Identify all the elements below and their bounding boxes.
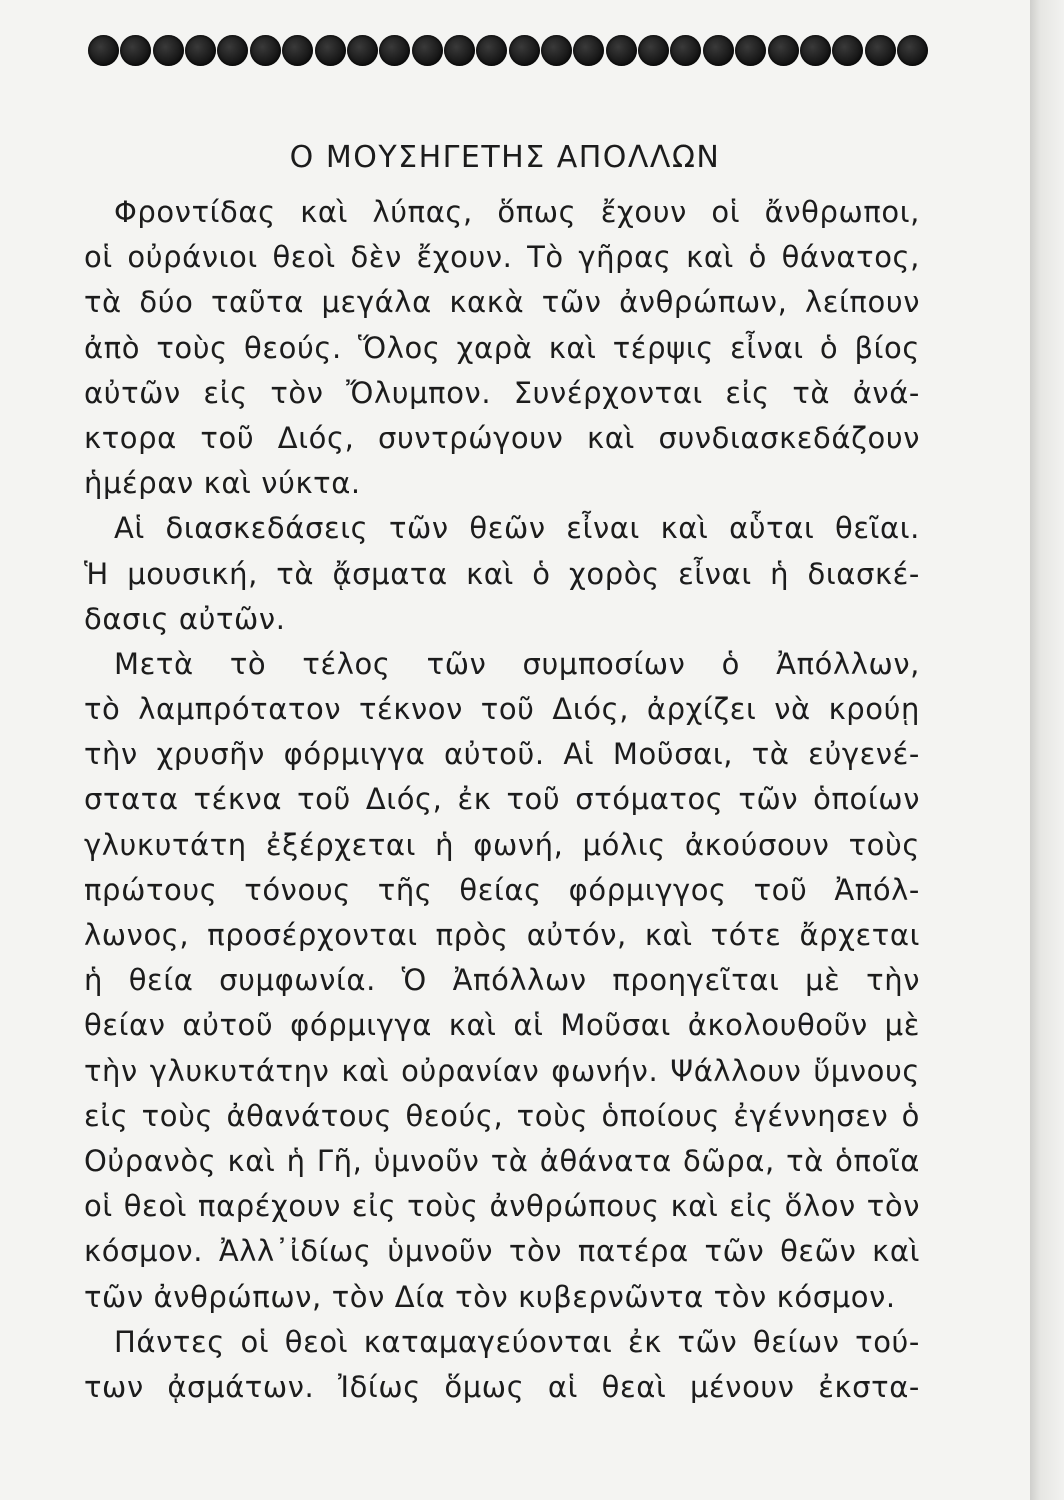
circle-dot-icon xyxy=(735,35,766,66)
ornament-dot-border xyxy=(88,30,928,70)
text-line: λωνος, προσέρχονται πρὸς αὐτόν, καὶ τότε ἄρχεται xyxy=(84,918,920,952)
circle-dot-icon xyxy=(703,35,734,66)
circle-dot-icon xyxy=(865,35,896,66)
text-line: οἱ θεοὶ παρέχουν εἰς τοὺς ἀνθρώπους καὶ εἰς ὅλον τὸν xyxy=(84,1189,920,1224)
circle-dot-icon xyxy=(120,35,151,66)
circle-dot-icon xyxy=(379,35,410,66)
circle-dot-icon xyxy=(412,35,443,66)
text-line: ἀπὸ τοὺς θεούς. Ὅλος χαρὰ καὶ τέρψις εἶναι ὁ βίος xyxy=(84,330,920,365)
text-line: τὴν γλυκυτάτην καὶ οὐρανίαν φωνήν. Ψάλλουν ὕμνους xyxy=(84,1053,920,1088)
text-line: τῶν ἀνθρώπων, τὸν Δία τὸν κυβερνῶντα τὸν κόσμον. xyxy=(84,1279,896,1314)
text-line: τὸ λαμπρότατον τέκνον τοῦ Διός, ἀρχίζει νὰ κρούῃ xyxy=(84,692,920,727)
circle-dot-icon xyxy=(897,35,928,66)
circle-dot-icon xyxy=(800,35,831,66)
text-line: Ἡ μουσική, τὰ ᾄσματα καὶ ὁ χορὸς εἶναι ἡ διασκέ- xyxy=(84,556,920,591)
paragraph xyxy=(84,1320,920,1410)
text-line: στατα τέκνα τοῦ Διός, ἐκ τοῦ στόματος τῶν ὁποίων xyxy=(84,782,920,817)
circle-dot-icon xyxy=(768,35,799,66)
text-line: οἱ οὐράνιοι θεοὶ δὲν ἔχουν. Τὸ γῆρας καὶ ὁ θάνατος, xyxy=(84,240,920,275)
circle-dot-icon xyxy=(509,35,540,66)
text-line: ἡ θεία συμφωνία. Ὁ Ἀπόλλων προηγεῖται μὲ τὴν xyxy=(84,963,920,998)
circle-dot-icon xyxy=(185,35,216,66)
text-line: εἰς τοὺς ἀθανάτους θεούς, τοὺς ὁποίους ἐγέννησεν ὁ xyxy=(84,1098,920,1133)
page-edge xyxy=(1030,0,1064,1500)
circle-dot-icon xyxy=(153,35,184,66)
circle-dot-icon xyxy=(638,35,669,66)
circle-dot-icon xyxy=(832,35,863,66)
circle-dot-icon xyxy=(88,35,119,66)
text-line: θείαν αὐτοῦ φόρμιγγα καὶ αἱ Μοῦσαι ἀκολουθοῦν μὲ xyxy=(84,1008,920,1043)
circle-dot-icon xyxy=(347,35,378,66)
paragraph xyxy=(84,190,920,506)
circle-dot-icon xyxy=(282,35,313,66)
circle-dot-icon xyxy=(606,35,637,66)
text-line: των ᾀσμάτων. Ἰδίως ὅμως αἱ θεαὶ μένουν ἐκστα- xyxy=(84,1369,920,1404)
text-line: Αἱ διασκεδάσεις τῶν θεῶν εἶναι καὶ αὗται θεῖαι. xyxy=(114,511,920,546)
text-line: γλυκυτάτη ἐξέρχεται ἡ φωνή, μόλις ἀκούσουν τοὺς xyxy=(84,827,920,862)
text-line: Πάντες οἱ θεοὶ καταμαγεύονται ἐκ τῶν θείων τού- xyxy=(114,1324,920,1359)
circle-dot-icon xyxy=(315,35,346,66)
text-line: τὰ δύο ταῦτα μεγάλα κακὰ τῶν ἀνθρώπων, λείπουν xyxy=(84,285,920,320)
text-line: Μετὰ τὸ τέλος τῶν συμποσίων ὁ Ἀπόλλων, xyxy=(114,646,920,681)
circle-dot-icon xyxy=(573,35,604,66)
text-line: αὐτῶν εἰς τὸν Ὄλυμπον. Συνέρχονται εἰς τὰ ἀνά- xyxy=(84,375,920,410)
body-text xyxy=(84,190,920,1410)
circle-dot-icon xyxy=(476,35,507,66)
circle-dot-icon xyxy=(250,35,281,66)
paragraph xyxy=(84,506,920,642)
circle-dot-icon xyxy=(444,35,475,66)
page-title: Ο ΜΟΥΣΗΓΕΤΗΣ ΑΠΟΛΛΩΝ xyxy=(289,140,721,175)
text-line: δασις αὐτῶν. xyxy=(84,601,286,636)
text-line: κτορα τοῦ Διός, συντρώγουν καὶ συνδιασκεδάζουν xyxy=(84,420,920,455)
paragraph xyxy=(84,642,920,1320)
text-line: Φροντίδας καὶ λύπας, ὅπως ἔχουν οἱ ἄνθρωποι, xyxy=(114,195,920,229)
text-line: τὴν χρυσῆν φόρμιγγα αὐτοῦ. Αἱ Μοῦσαι, τὰ εὐγενέ- xyxy=(84,737,920,772)
circle-dot-icon xyxy=(541,35,572,66)
text-line: ἡμέραν καὶ νύκτα. xyxy=(84,466,361,501)
text-line: κόσμον. Ἀλλ᾽ἰδίως ὑμνοῦν τὸν πατέρα τῶν θεῶν καὶ xyxy=(84,1234,920,1269)
circle-dot-icon xyxy=(217,35,248,66)
text-line: πρώτους τόνους τῆς θείας φόρμιγγος τοῦ Ἀπόλ- xyxy=(84,872,920,907)
text-line: Οὐρανὸς καὶ ἡ Γῆ, ὑμνοῦν τὰ ἀθάνατα δῶρα, τὰ ὁποῖα xyxy=(84,1143,920,1178)
circle-dot-icon xyxy=(670,35,701,66)
